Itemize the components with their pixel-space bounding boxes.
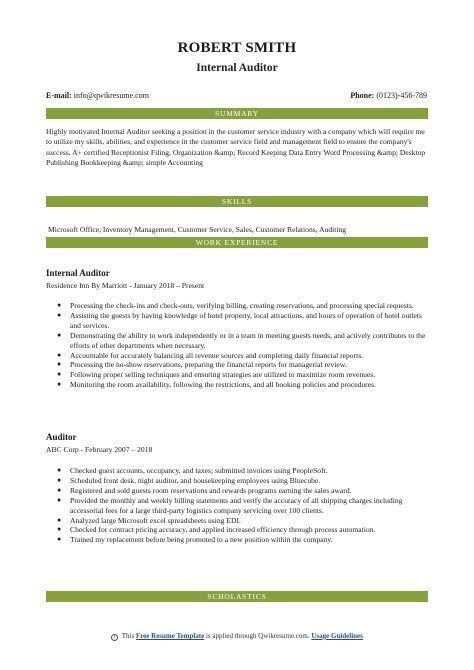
section-header-summary: SUMMARY: [46, 108, 428, 119]
list-item: ● Assisting the guests by having knowledge of hotel property, local attractions, and hours of operation of hotel outlets and services.: [57, 310, 422, 330]
job-bullets-1: [46, 301, 428, 390]
email-line: [46, 91, 149, 100]
candidate-name: ROBERT SMITH: [177, 40, 297, 56]
section-header-scholastics: SCHOLASTICS: [46, 591, 428, 602]
free-resume-template-link[interactable]: Free Resume Template: [135, 632, 205, 640]
list-item: ● Trained my replacement before being promoted to a new position within the company.: [57, 535, 333, 545]
list-item: ● Demonstrating the ability to work independently or in a team in meeting guests needs, and actively contributes to the efforts of other departments when necessary.: [57, 330, 426, 350]
job-company-1: Residence Inn By Marriott - January 2018 – Present: [46, 281, 205, 290]
list-item: ● Monitoring the room availability, following the restrictions, and all booking policies and procedures.: [57, 380, 376, 390]
list-item: ● Processing the check-ins and check-outs, verifying billing, creating reservations, and processing special requests.: [57, 301, 414, 310]
job-title-2: Auditor: [46, 432, 77, 442]
info-icon: i: [111, 634, 118, 641]
summary-text: Highly motivated Internal Auditor seeking a position in the customer service industry with a company which will require me to utilize my skills, abilities, and experience in the customer service field and management field to ensure the company's success. A+ certified Receptionist Filing, Organization &amp; Record Keeping Data Entry Word Processing &amp; Desktop Publishing Bookkeeping &amp; simple Accounting: [46, 127, 426, 168]
job-company-2: ABC Corp - February 2007 – 2018: [46, 445, 153, 454]
list-item: ● Processing the no-show reservations, preparing the financial reports for managerial review.: [57, 360, 347, 370]
list-item: ● Checked for contract pricing accuracy, and applied increased efficiency through process automation.: [57, 525, 376, 535]
candidate-title: Internal Auditor: [196, 62, 278, 74]
footer-prefix: This: [121, 632, 135, 640]
email-value[interactable]: info@qwikresume.com: [73, 91, 149, 100]
phone-label: Phone:: [350, 91, 375, 100]
list-item: ● Scheduled front desk, night auditor, and housekeeping employees using Bluecube.: [57, 475, 321, 485]
section-header-skills: SKILLS: [46, 196, 428, 207]
phone-line: [350, 91, 427, 100]
email-label: E-mail:: [46, 91, 72, 100]
job-bullets-2: [46, 466, 428, 545]
phone-value: (0123)-456-789: [376, 91, 427, 100]
usage-guidelines-link[interactable]: Usage Guidelines: [311, 632, 363, 640]
skills-text: Microsoft Office, Inventory Management, Customer Service, Sales, Customer Relations, Auditing: [48, 225, 347, 234]
list-item: ● Following proper selling techniques and ensuring strategies are utilized to maximize room revenues.: [57, 370, 376, 380]
job-title-1: Internal Auditor: [46, 268, 110, 278]
list-item: ● Analyzed large Microsoft excel spreadsheets using EDI.: [57, 515, 241, 525]
footer-middle: is applied through Qwikresume.com.: [205, 632, 310, 640]
list-item: ● Provided the monthly and weekly billing statements and verify the accuracy of all shipping charges including accessorial fees for a large third-party logistics company servicing over 100 clients.: [57, 495, 403, 515]
list-item: ● Registered and sold guests room reservations and rewards programs earning the sales award.: [57, 485, 352, 495]
list-item: ● Checked guest accounts, occupancy, and taxes; submitted invoices using PeopleSoft.: [57, 466, 328, 475]
section-header-work-experience: WORK EXPERIENCE: [46, 237, 428, 248]
footer: [0, 632, 474, 641]
list-item: ● Accountable for accurately balancing all revenue sources and completing daily financial reports.: [57, 350, 364, 360]
